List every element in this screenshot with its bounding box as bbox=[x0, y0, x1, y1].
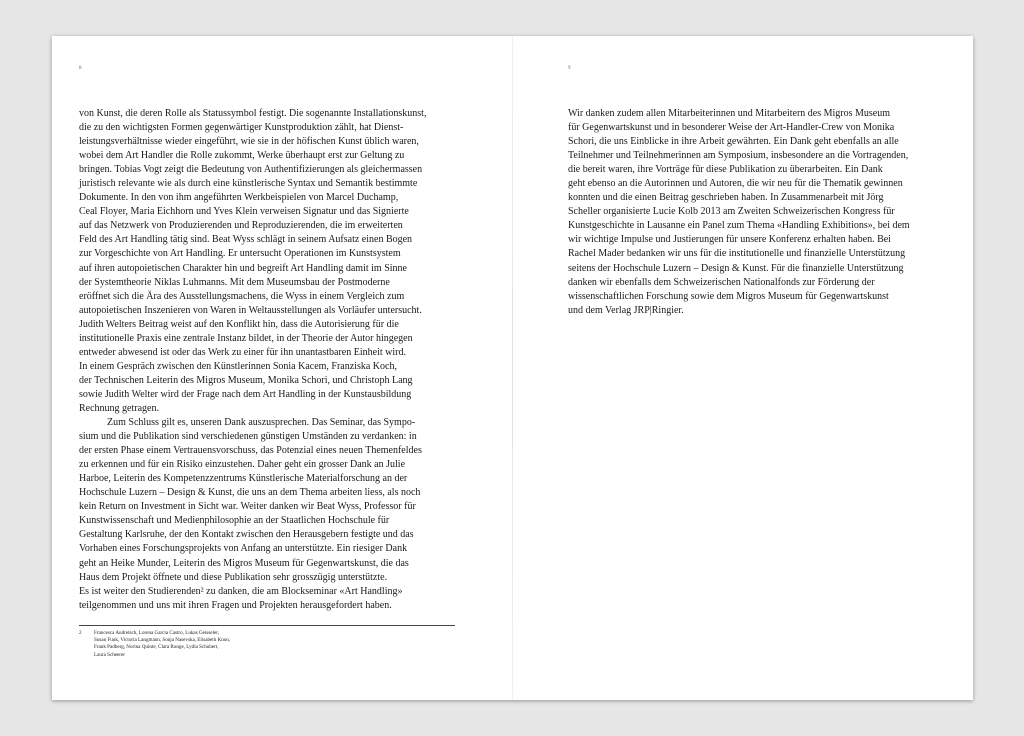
footnote-text bbox=[94, 630, 230, 659]
text-line: wissenschaftlichen Forschung sowie dem Migros Museum für Gegenwartskunst bbox=[568, 290, 889, 302]
text-line: Teilnehmer und Teilnehmerinnen am Symposium, insbesondere an die Vortragenden, bbox=[568, 150, 909, 162]
text-line: der Systemtheorie Niklas Luhmanns. Mit dem Museumsbau der Postmoderne bbox=[79, 276, 390, 288]
text-line: auf ihren autopoietischen Charakter hin und begreift Art Handling damit im Sinne bbox=[79, 262, 407, 274]
text-line: kein Return on Investment in Sicht war. Weiter danken wir Beat Wyss, Professor für bbox=[79, 501, 416, 513]
text-line: Rachel Mader bedanken wir uns für die institutionelle und finanzielle Unterstützung bbox=[568, 248, 906, 260]
text-line: der Technischen Leiterin des Migros Museum, Monika Schori, und Christoph Lang bbox=[79, 374, 413, 386]
left-page-body bbox=[79, 107, 426, 613]
text-line: Dokumente. In den von ihm angeführten Werkbeispielen von Marcel Duchamp, bbox=[79, 192, 399, 204]
left-paragraph-1 bbox=[79, 107, 426, 416]
text-line: leistungsverhältnisse wieder eingeführt, wie sie in der höfischen Kunst üblich waren, bbox=[79, 136, 419, 148]
book-spread bbox=[52, 36, 973, 700]
text-line: In einem Gespräch zwischen den Künstlerinnen Sonia Kacem, Franziska Koch, bbox=[79, 360, 397, 372]
text-line: seitens der Hochschule Luzern – Design & Kunst. Für die finanzielle Unterstützung bbox=[568, 262, 904, 274]
text-line: Haus dem Projekt öffnete und diese Publikation sehr grosszügig unterstützte. bbox=[79, 571, 388, 583]
text-line: zu erkennen und für ein Risiko einzustehen. Daher geht ein grosser Dank an Julie bbox=[79, 459, 406, 471]
text-line: Vorhaben eines Forschungsprojekts von Anfang an unterstützte. Ein riesiger Dank bbox=[79, 543, 408, 555]
text-line: juristisch relevante wie als durch eine künstlerische Syntax und Semantik bestimmte bbox=[79, 178, 418, 190]
text-line: wobei dem Art Handler die Rolle zukommt, Werke überhaupt erst zur Geltung zu bbox=[79, 150, 405, 162]
text-line: Rechnung getragen. bbox=[79, 402, 159, 414]
text-line: teilgenommen und uns mit ihren Fragen und Projekten herausgefordert haben. bbox=[79, 599, 392, 611]
footnote-line: Francesca Audretsch, Lorena Garcia Castro, Lukas Geisseler, bbox=[94, 630, 219, 636]
text-line: Gestaltung Karlsruhe, der den Kontakt zwischen den Herausgebern festigte und das bbox=[79, 529, 414, 541]
text-line: eröffnet sich die Ära des Ausstellungsmachens, die Wyss in einem Vergleich zum bbox=[79, 290, 405, 302]
text-line: Feld des Art Handling tätig sind. Beat Wyss schlägt in seinem Aufsatz einen Bogen bbox=[79, 234, 413, 246]
text-line: geht an Heike Munder, Leiterin des Migros Museum für Gegenwartskunst, die das bbox=[79, 557, 409, 569]
text-line: Es ist weiter den Studierenden² zu danken, die am Blockseminar «Art Handling» bbox=[79, 585, 403, 597]
text-line: danken wir ebenfalls dem Schweizerischen Nationalfonds zur Förderung der bbox=[568, 276, 875, 288]
text-line: Harboe, Leiterin des Kompetenzzentrums Künstlerische Materialforschung an der bbox=[79, 473, 408, 485]
text-line: autopoietischen Inszenieren von Waren in Weltausstellungen als Vorläufer untersucht. bbox=[79, 304, 422, 316]
footnote-line: Frank Padberg, Norina Quinte, Clara Runge, Lydia Schubert, bbox=[94, 644, 219, 651]
text-line: sium und die Publikation sind verschiedenen günstigen Umständen zu verdanken: in bbox=[79, 431, 417, 443]
text-line: der ersten Phase einem Vertrauensvorschuss, das Potenzial eines neuen Themenfeldes bbox=[79, 445, 422, 457]
text-line: institutionelle Praxis eine zentrale Instanz bildet, in der Theorie der Autor hingegen bbox=[79, 332, 413, 344]
text-line: entweder abwesend ist oder das Werk zu einer für ihn unantastbaren Einheit wird. bbox=[79, 346, 406, 358]
text-line: wir wichtige Impulse und Justierungen für unsere Konferenz erhalten haben. Bei bbox=[568, 234, 891, 246]
right-paragraph-1 bbox=[568, 107, 910, 318]
text-line: Ceal Floyer, Maria Eichhorn und Yves Klein verweisen Signatur und das Signierte bbox=[79, 206, 409, 218]
text-line: Zum Schluss gilt es, unseren Dank auszusprechen. Das Seminar, das Sympo- bbox=[107, 417, 416, 429]
text-line: bringen. Tobias Vogt zeigt die Bedeutung von Authentifizierungen als gleichermassen bbox=[79, 164, 423, 176]
left-paragraph-2 bbox=[79, 416, 426, 613]
text-line: Wir danken zudem allen Mitarbeiterinnen und Mitarbeitern des Migros Museum bbox=[568, 108, 891, 119]
text-line: Judith Welters Beitrag weist auf den Konflikt hin, dass die Autorisierung für die bbox=[79, 318, 399, 330]
text-line: Scheller organisierte Lucie Kolb 2013 am Zweiten Schweizerischen Kongress für bbox=[568, 206, 895, 218]
right-page-number: 9 bbox=[568, 66, 571, 71]
text-line: sowie Judith Welter wird der Frage nach dem Art Handling in der Kunstausbildung bbox=[79, 388, 412, 400]
right-page-body bbox=[568, 107, 910, 318]
text-line: geht ebenso an die Autorinnen und Autoren, die wir neu für die Thematik gewinnen bbox=[568, 178, 903, 190]
text-line: die zu den wichtigsten Formen gegenwärtiger Kunstproduktion zählt, hat Dienst- bbox=[79, 122, 404, 134]
footnote-mark: 2 bbox=[79, 630, 82, 636]
book-gutter bbox=[512, 36, 513, 700]
left-page-number: 8 bbox=[79, 66, 82, 71]
text-line: zur Vorgeschichte von Art Handling. Er untersucht Operationen im Kunstsystem bbox=[79, 248, 401, 260]
text-line: und dem Verlag JRP|Ringier. bbox=[568, 304, 684, 316]
footnote-line: Susan Funk, Victoria Langmann, Sonja Nasevska, Elisabeth Knon, bbox=[94, 637, 231, 644]
text-line: Kunstwissenschaft und Medienphilosophie an der Staatlichen Hochschule für bbox=[79, 515, 390, 527]
text-line: konnten und die einen Beitrag geschrieben haben. In Zusammenarbeit mit Jörg bbox=[568, 192, 884, 204]
text-line: Hochschule Luzern – Design & Kunst, die uns an dem Thema arbeiten liess, als noch bbox=[79, 487, 421, 499]
footnote-rule bbox=[79, 625, 455, 626]
text-line: Schori, die uns Einblicke in ihre Arbeit gewährten. Ein Dank geht ebenfalls an alle bbox=[568, 136, 899, 148]
text-line: von Kunst, die deren Rolle als Statussymbol festigt. Die sogenannte Installationskunst, bbox=[79, 108, 427, 119]
text-line: für Gegenwartskunst und in besonderer Weise der Art-Handler-Crew von Monika bbox=[568, 122, 895, 134]
text-line: auf das Netzwerk von Produzierenden und Reproduzierenden, die im erweiterten bbox=[79, 220, 403, 232]
footnote-line: Laura Scheerer bbox=[94, 651, 125, 658]
text-line: die bereit waren, ihre Vorträge für diese Publikation zu überarbeiten. Ein Dank bbox=[568, 164, 883, 176]
text-line: Kunstgeschichte in Lausanne ein Panel zum Thema «Handling Exhibitions», bei dem bbox=[568, 220, 910, 232]
